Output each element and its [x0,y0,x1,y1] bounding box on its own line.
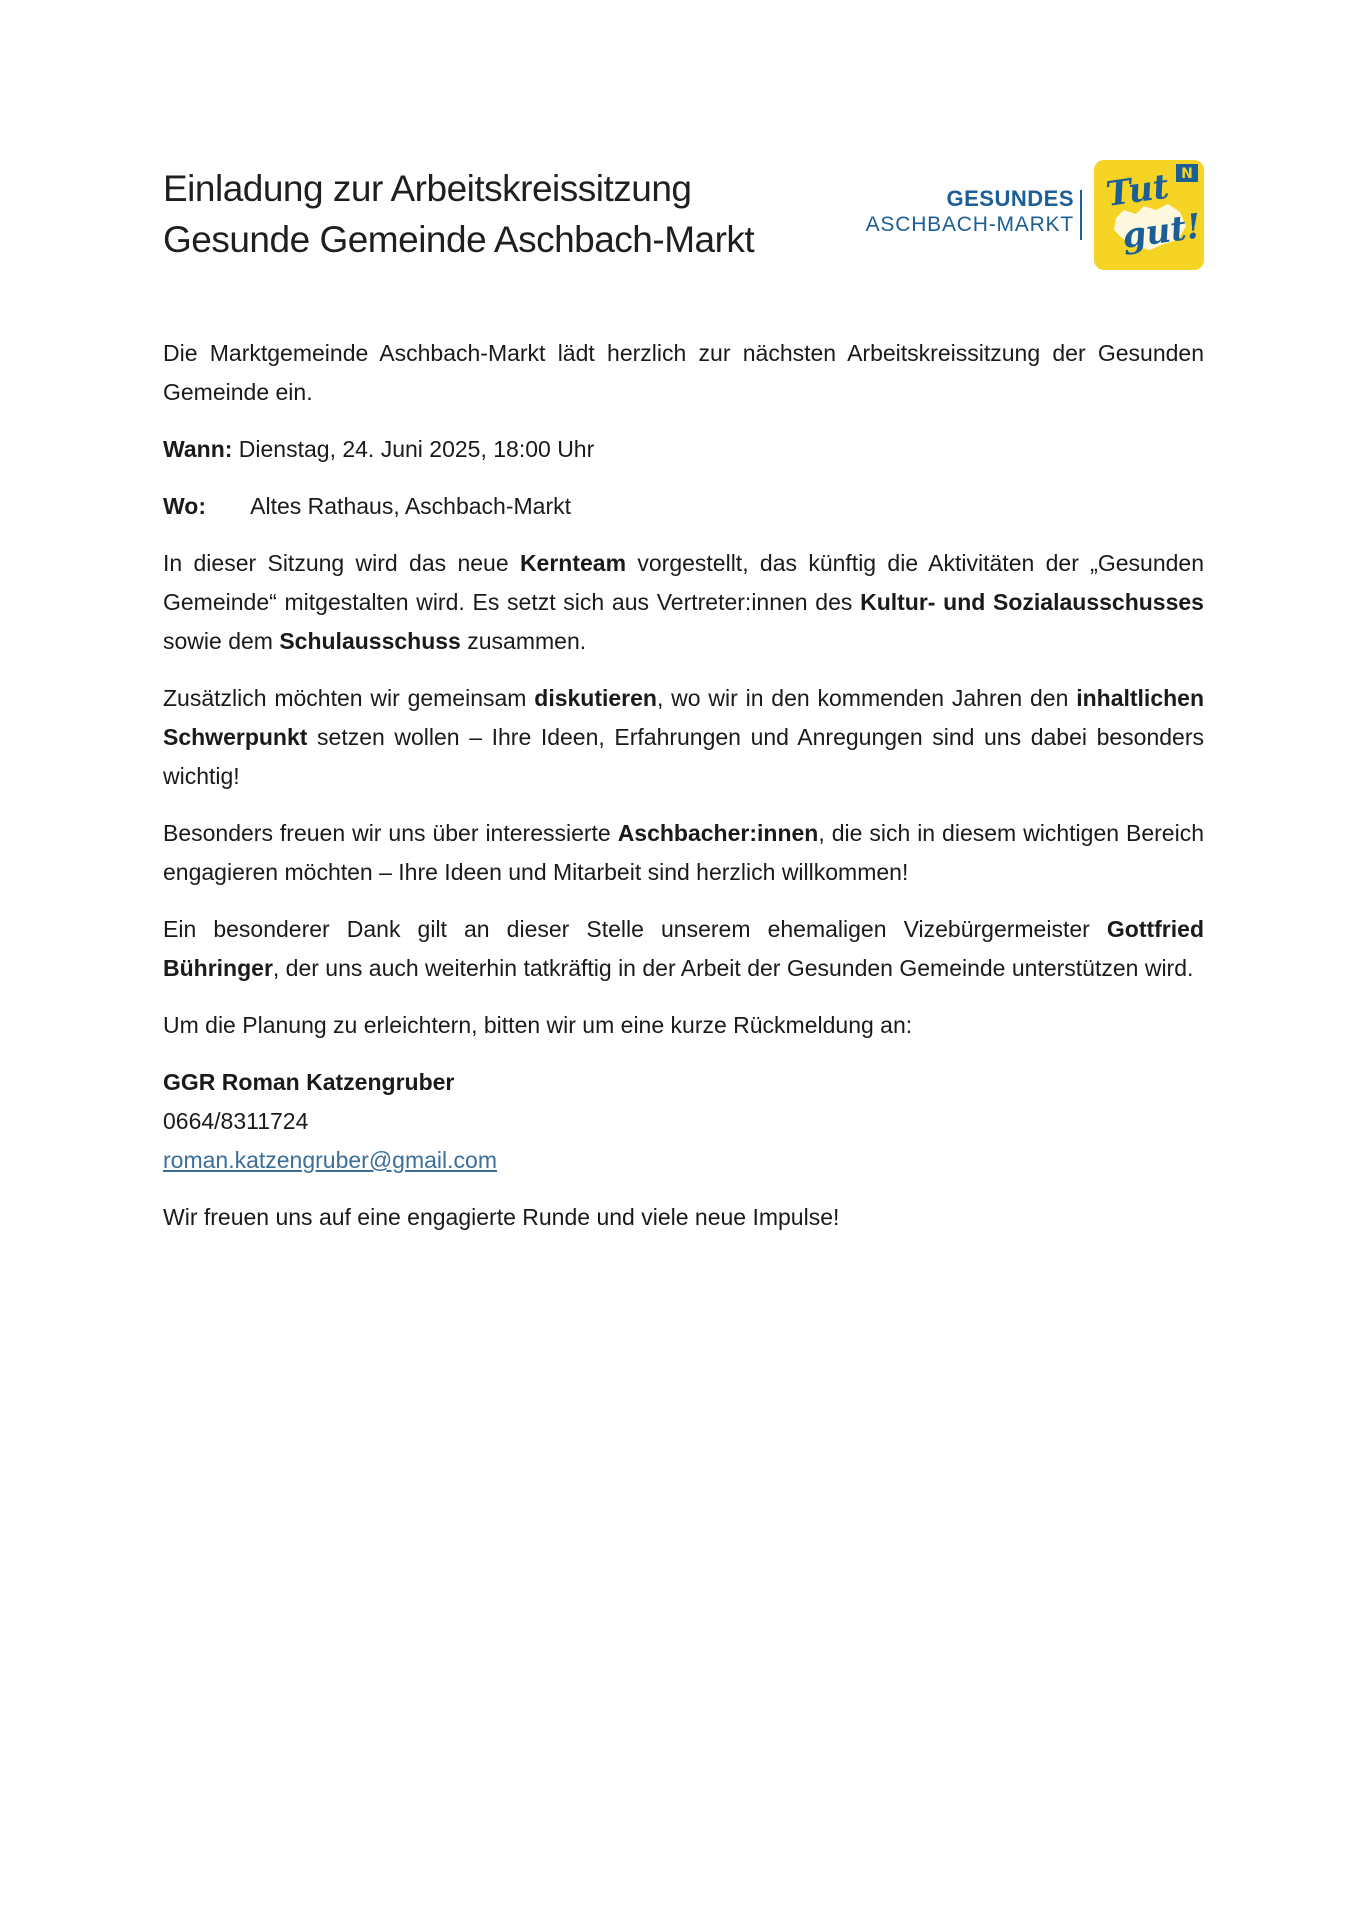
tut-gut-badge-icon [1094,160,1204,270]
gesunde-gemeinde-logo [828,160,1204,270]
text: Ein besonderer Dank gilt an dieser Stelle unserem ehemaligen Vizebürgermeister [163,916,1107,942]
feedback-paragraph: Um die Planung zu erleichtern, bitten wir um eine kurze Rückmeldung an: [163,1012,913,1038]
text: , der uns auch weiterhin tatkräftig in der Arbeit der Gesunden Gemeinde unterstützen wird. [272,955,1194,981]
contact-block [163,1063,1204,1180]
text: Zusätzlich möchten wir gemeinsam [163,685,535,711]
where-value: Altes Rathaus, Aschbach-Markt [250,493,571,519]
emphasis: Kultur- und Sozialausschusses [860,589,1204,615]
when-label: Wann: [163,436,233,462]
text: , die sich in diesem wichtigen Bereich engagieren möchten – Ihre Ideen und Mitarbeit sind herzlich willkommen! [163,820,1204,885]
where-label: Wo: [163,493,207,519]
citizens-paragraph [163,814,1204,892]
when-row [163,430,1204,469]
emphasis: inhaltlichen Schwerpunkt [163,685,1204,750]
when-value: Dienstag, 24. Juni 2025, 18:00 Uhr [238,436,595,462]
where-row [163,487,1204,526]
emphasis: Kernteam [519,550,627,576]
text: sowie dem [163,628,280,654]
discussion-paragraph [163,679,1204,796]
text: In dieser Sitzung wird das neue [163,550,520,576]
text: zusammen. [460,628,587,654]
letter-body [163,334,1204,1255]
svg-text:gut!: gut! [1119,206,1204,257]
emphasis: Aschbacher:innen [617,820,819,846]
contact-phone: 0664/8311724 [163,1108,309,1134]
text: vorgestellt, das künftig die Aktivitäten der „Gesunden Gemeinde“ mitgestalten wird. Es setzt sich aus Vertreter:innen des [163,550,1204,615]
logo-divider [1080,190,1082,240]
contact-email-link[interactable]: roman.katzengruber@gmail.com [163,1147,497,1173]
kernteam-paragraph [163,544,1204,661]
title-line-1: Einladung zur Arbeitskreissitzung [163,168,692,209]
text: , wo wir in den kommenden Jahren den [656,685,1077,711]
logo-text [866,186,1074,238]
thanks-paragraph [163,910,1204,988]
svg-text:N: N [1181,166,1193,182]
page-title [163,163,803,265]
logo-line-2: ASCHBACH-MARKT [865,213,1074,236]
contact-name: GGR Roman Katzengruber [163,1069,455,1095]
intro-paragraph: Die Marktgemeinde Aschbach-Markt lädt herzlich zur nächsten Arbeitskreissitzung der Gesunden Gemeinde ein. [163,340,1204,405]
emphasis: Gottfried Bühringer [163,916,1204,981]
closing-paragraph: Wir freuen uns auf eine engagierte Runde und viele neue Impulse! [163,1204,840,1230]
logo-line-1: GESUNDES [946,186,1074,211]
emphasis: Schulausschuss [279,628,461,654]
svg-text:Tut: Tut [1103,166,1172,215]
text: Besonders freuen wir uns über interessierte [163,820,618,846]
title-line-2: Gesunde Gemeinde Aschbach-Markt [163,219,755,260]
emphasis: diskutieren [534,685,657,711]
text: setzen wollen – Ihre Ideen, Erfahrungen und Anregungen sind uns dabei besonders wichtig! [163,724,1204,789]
